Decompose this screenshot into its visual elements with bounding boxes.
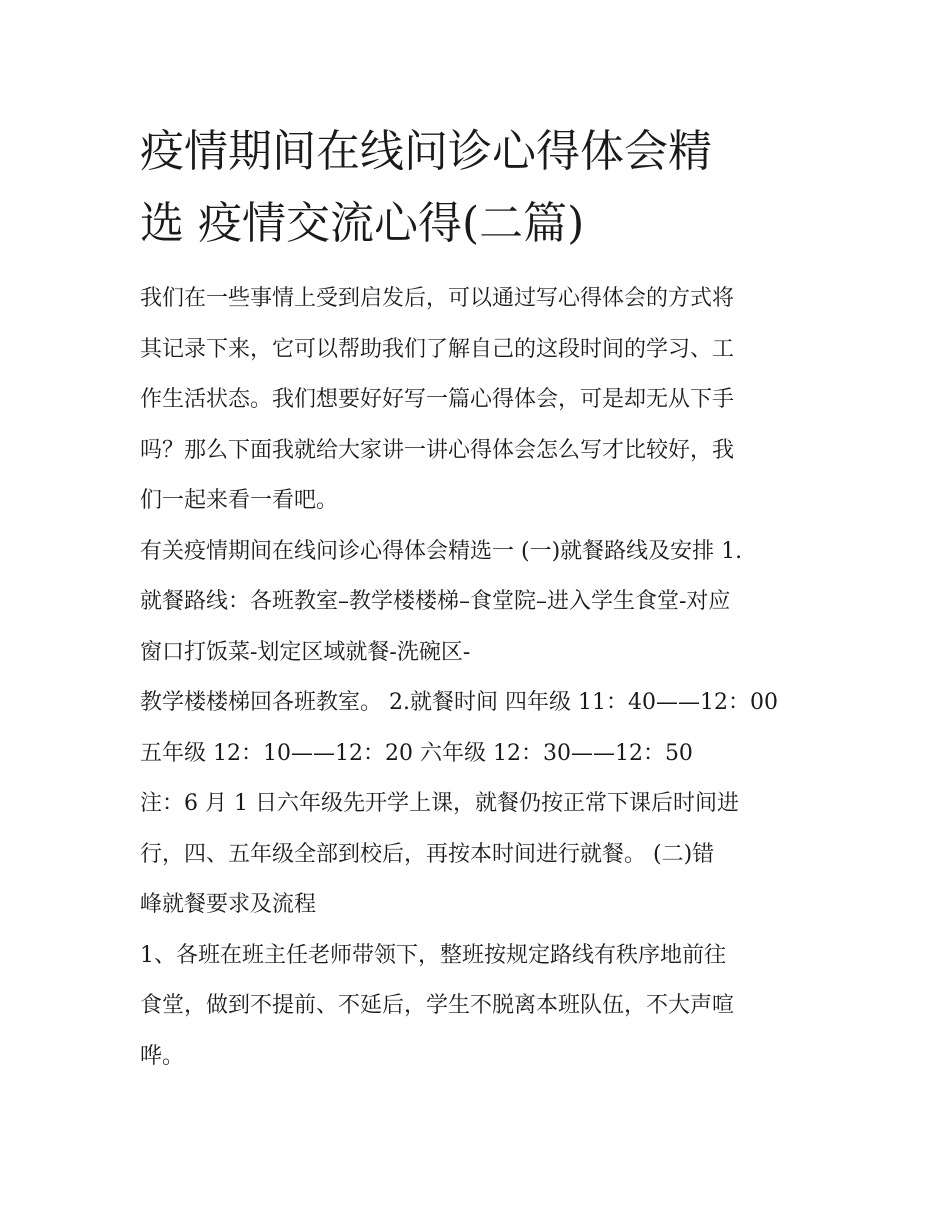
- title-line: 疫情期间在线问诊心得体会精: [140, 126, 712, 177]
- text-line: 我们在一些事情上受到启发后，可以通过写心得体会的方式将: [140, 286, 735, 311]
- route-paragraph: [140, 527, 812, 679]
- document-content: [140, 116, 812, 1082]
- intro-paragraph: [140, 274, 812, 527]
- text-line: 吗？那么下面我就给大家讲一讲心得体会怎么写才比较好，我: [140, 437, 735, 463]
- text-line: 作生活状态。我们想要好好写一篇心得体会，可是却无从下手: [140, 387, 735, 412]
- text-line: 行，四、五年级全部到校后，再按本时间进行就餐。 (二)错: [140, 841, 715, 867]
- text-line: 窗口打饭菜-划定区域就餐-洗碗区-: [140, 639, 471, 665]
- text-line: 五年级 12：10——12：20 六年级 12：30——12：50: [140, 740, 693, 766]
- text-line: 就餐路线：各班教室–教学楼楼梯–食堂院–进入学生食堂-对应: [140, 589, 731, 614]
- text-line: 教学楼楼梯回各班教室。 2.就餐时间 四年级 11：40——12：00: [140, 690, 778, 715]
- schedule-paragraph: [140, 678, 812, 729]
- text-line: 注：6 月 1 日六年级先开学上课，就餐仍按正常下课后时间进: [140, 791, 739, 816]
- document-title: [140, 116, 812, 260]
- note-paragraph: [140, 779, 812, 931]
- text-line: 1、各班在班主任老师带领下，整班按规定路线有秩序地前往: [140, 942, 726, 968]
- text-line: 们一起来看一看吧。: [140, 488, 339, 513]
- text-line: 有关疫情期间在线问诊心得体会精选一 (一)就餐路线及安排 1.: [140, 538, 743, 564]
- text-line: 其记录下来，它可以帮助我们了解自己的这段时间的学习、工: [140, 336, 735, 362]
- rules-paragraph: [140, 931, 812, 1083]
- text-line: 峰就餐要求及流程: [140, 892, 317, 917]
- schedule-paragraph-2: [140, 729, 812, 780]
- text-line: 食堂，做到不提前、不延后，学生不脱离本班队伍，不大声喧: [140, 993, 735, 1018]
- title-line: 选 疫情交流心得(二篇): [140, 198, 585, 249]
- text-line: 哗。: [140, 1043, 185, 1069]
